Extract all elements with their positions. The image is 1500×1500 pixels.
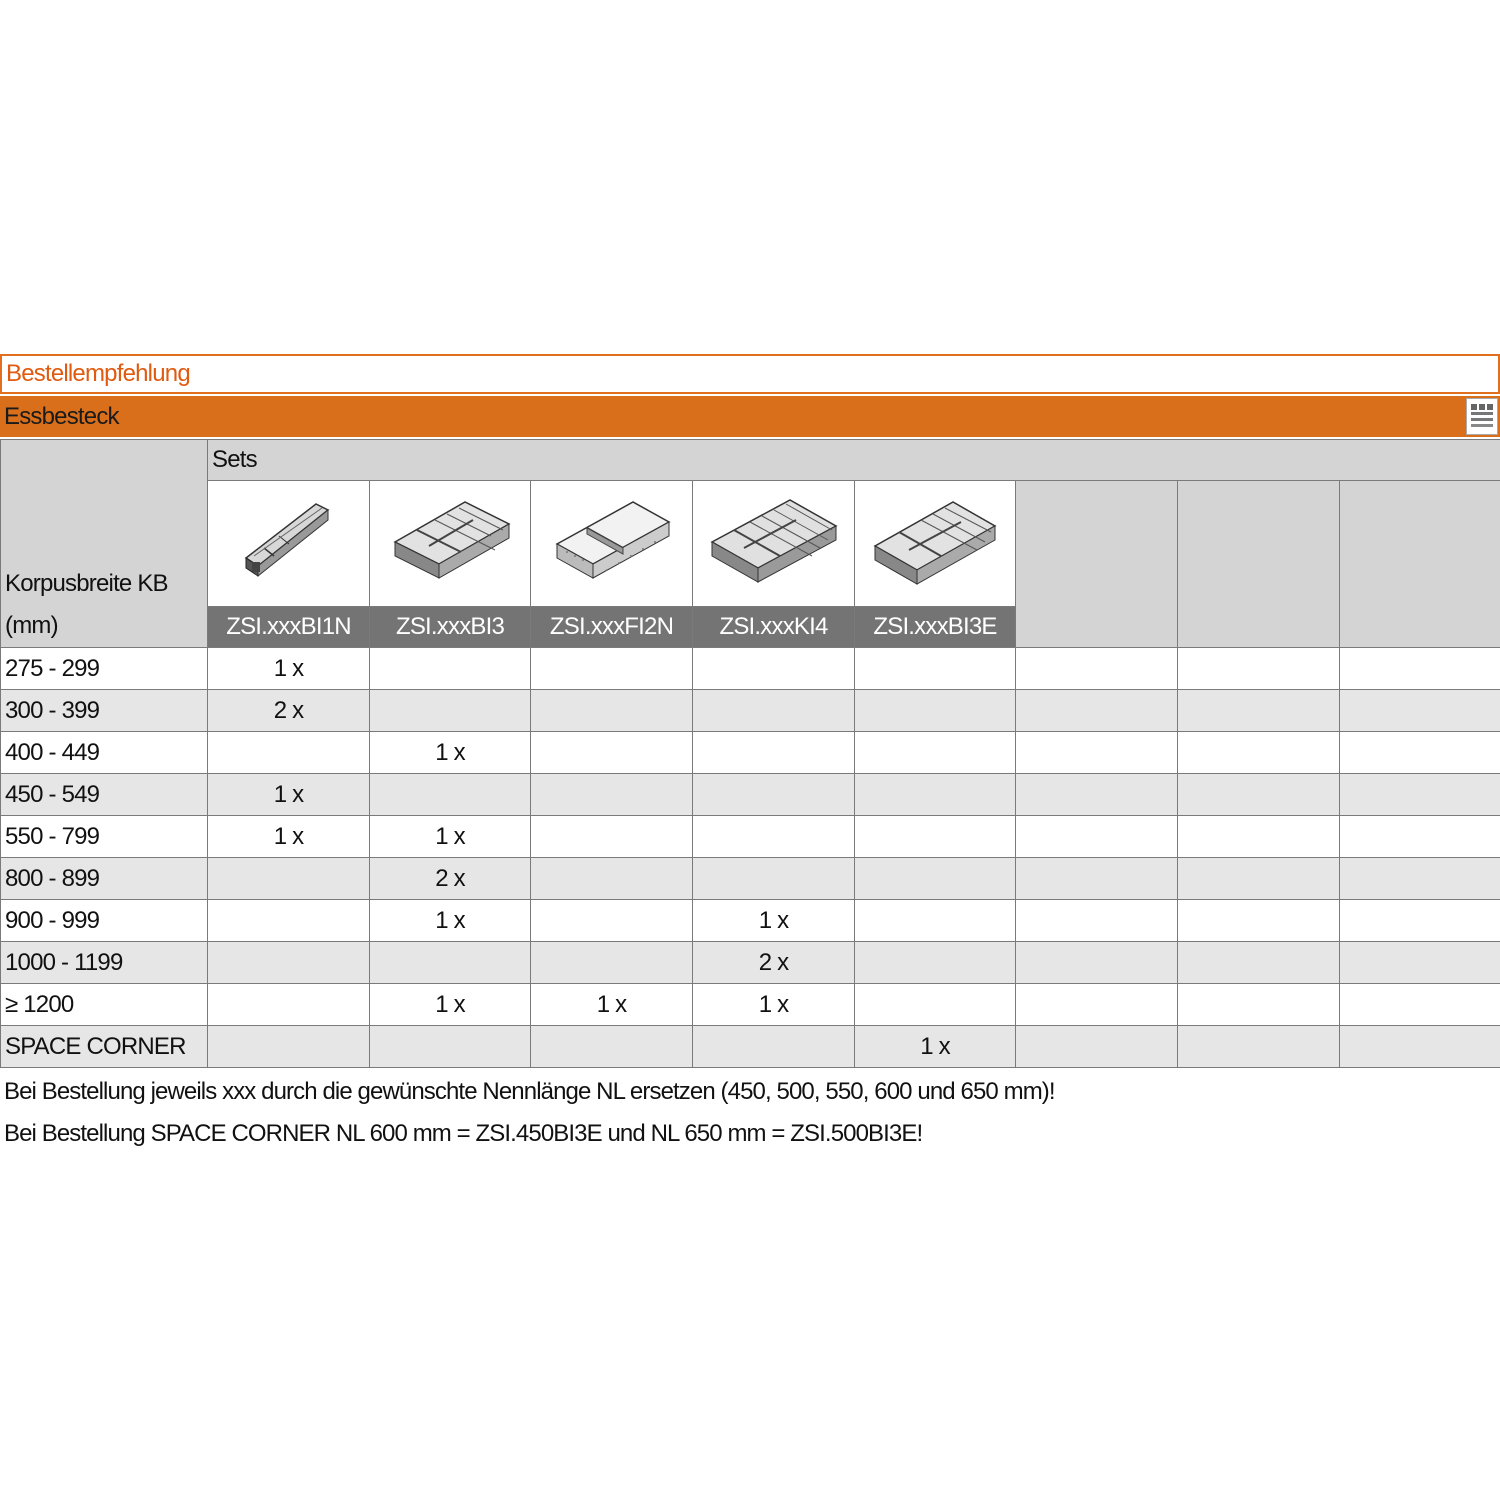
quantity-cell — [1016, 690, 1178, 732]
notes — [4, 1071, 1055, 1155]
quantity-cell — [1340, 942, 1500, 984]
quantity-cell — [531, 690, 693, 732]
quantity-cell — [208, 900, 370, 942]
quantity-cell — [1340, 858, 1500, 900]
table-row — [1, 900, 1500, 942]
quantity-cell: 1 x — [855, 1026, 1016, 1068]
frame-insert-image — [531, 481, 693, 607]
quantity-cell — [693, 816, 855, 858]
note-line: Bei Bestellung jeweils xxx durch die gewünschte Nennlänge NL ersetzen (450, 500, 550, 600 und 650 mm)! — [4, 1078, 1055, 1105]
table-row — [1, 648, 1500, 690]
quantity-cell — [855, 690, 1016, 732]
order-recommendation-table — [0, 439, 1500, 1068]
table-row — [1, 942, 1500, 984]
quantity-cell — [1340, 648, 1500, 690]
row-header-label: Korpusbreite KB (mm) — [1, 440, 208, 648]
quantity-cell: 1 x — [208, 648, 370, 690]
quantity-cell — [855, 900, 1016, 942]
three-compartment-insert-image — [370, 481, 531, 607]
quantity-cell — [1340, 900, 1500, 942]
column-code: ZSI.xxxFI2N — [531, 607, 693, 648]
quantity-cell — [855, 774, 1016, 816]
quantity-cell — [693, 690, 855, 732]
quantity-cell — [208, 858, 370, 900]
row-label: ≥ 1200 — [1, 984, 208, 1026]
quantity-cell — [1178, 774, 1340, 816]
row-label: 1000 - 1199 — [1, 942, 208, 984]
cutlery-insert-icon — [1466, 398, 1498, 435]
quantity-cell — [855, 942, 1016, 984]
sets-label: Sets — [208, 440, 1500, 481]
quantity-cell: 1 x — [370, 984, 531, 1026]
quantity-cell — [531, 942, 693, 984]
quantity-cell — [1178, 942, 1340, 984]
page-title: Bestellempfehlung — [0, 354, 1500, 394]
quantity-cell — [1016, 984, 1178, 1026]
row-label: 550 - 799 — [1, 816, 208, 858]
quantity-cell — [370, 942, 531, 984]
quantity-cell: 2 x — [370, 858, 531, 900]
quantity-cell — [1178, 984, 1340, 1026]
corner-insert-image — [855, 481, 1016, 607]
quantity-cell — [1340, 690, 1500, 732]
row-label: 275 - 299 — [1, 648, 208, 690]
quantity-cell — [855, 858, 1016, 900]
quantity-cell — [1016, 732, 1178, 774]
quantity-cell — [531, 858, 693, 900]
quantity-cell — [208, 732, 370, 774]
quantity-cell — [531, 900, 693, 942]
four-compartment-insert-image — [693, 481, 855, 607]
quantity-cell — [855, 648, 1016, 690]
quantity-cell — [855, 732, 1016, 774]
table-row — [1, 858, 1500, 900]
quantity-cell — [693, 774, 855, 816]
quantity-cell — [1016, 648, 1178, 690]
quantity-cell — [1016, 858, 1178, 900]
section-title: Essbesteck — [4, 403, 119, 430]
table-row — [1, 774, 1500, 816]
table-row — [1, 732, 1500, 774]
quantity-cell — [370, 774, 531, 816]
quantity-cell — [693, 858, 855, 900]
quantity-cell — [693, 732, 855, 774]
quantity-cell — [1016, 1026, 1178, 1068]
note-line: Bei Bestellung SPACE CORNER NL 600 mm = ZSI.450BI3E und NL 650 mm = ZSI.500BI3E! — [4, 1120, 923, 1147]
quantity-cell — [531, 774, 693, 816]
row-label: SPACE CORNER — [1, 1026, 208, 1068]
quantity-cell: 1 x — [208, 774, 370, 816]
table-body — [1, 648, 1500, 1068]
quantity-cell — [855, 816, 1016, 858]
quantity-cell — [531, 816, 693, 858]
column-code: ZSI.xxxBI3 — [370, 607, 531, 648]
quantity-cell: 1 x — [208, 816, 370, 858]
quantity-cell — [1178, 858, 1340, 900]
quantity-cell — [208, 1026, 370, 1068]
quantity-cell — [1340, 774, 1500, 816]
quantity-cell — [855, 984, 1016, 1026]
quantity-cell — [1178, 690, 1340, 732]
quantity-cell — [1016, 900, 1178, 942]
row-label: 400 - 449 — [1, 732, 208, 774]
quantity-cell — [1340, 816, 1500, 858]
quantity-cell — [1340, 1026, 1500, 1068]
empty-header-cell — [1178, 481, 1340, 648]
quantity-cell — [531, 1026, 693, 1068]
quantity-cell — [370, 1026, 531, 1068]
table-row — [1, 690, 1500, 732]
table-row — [1, 984, 1500, 1026]
quantity-cell — [1178, 732, 1340, 774]
row-label: 450 - 549 — [1, 774, 208, 816]
quantity-cell — [693, 1026, 855, 1068]
row-label: 900 - 999 — [1, 900, 208, 942]
quantity-cell: 1 x — [370, 900, 531, 942]
table-row — [1, 1026, 1500, 1068]
quantity-cell: 1 x — [370, 816, 531, 858]
quantity-cell: 1 x — [370, 732, 531, 774]
quantity-cell: 2 x — [693, 942, 855, 984]
quantity-cell — [1016, 942, 1178, 984]
quantity-cell: 1 x — [693, 900, 855, 942]
quantity-cell — [1178, 816, 1340, 858]
quantity-cell: 1 x — [531, 984, 693, 1026]
empty-header-cell — [1340, 481, 1500, 648]
quantity-cell: 1 x — [693, 984, 855, 1026]
quantity-cell — [1178, 900, 1340, 942]
quantity-cell — [1178, 648, 1340, 690]
quantity-cell — [1340, 732, 1500, 774]
quantity-cell — [370, 648, 531, 690]
quantity-cell — [1178, 1026, 1340, 1068]
empty-header-cell — [1016, 481, 1178, 648]
quantity-cell — [1016, 774, 1178, 816]
row-label: 300 - 399 — [1, 690, 208, 732]
quantity-cell — [693, 648, 855, 690]
single-cutlery-insert-image — [208, 481, 370, 607]
quantity-cell — [531, 732, 693, 774]
section-header — [0, 396, 1500, 437]
table-row — [1, 816, 1500, 858]
column-code: ZSI.xxxBI1N — [208, 607, 370, 648]
quantity-cell — [1340, 984, 1500, 1026]
quantity-cell: 2 x — [208, 690, 370, 732]
quantity-cell — [208, 984, 370, 1026]
column-code: ZSI.xxxKI4 — [693, 607, 855, 648]
quantity-cell — [531, 648, 693, 690]
column-code: ZSI.xxxBI3E — [855, 607, 1016, 648]
quantity-cell — [1016, 816, 1178, 858]
quantity-cell — [370, 690, 531, 732]
row-label: 800 - 899 — [1, 858, 208, 900]
quantity-cell — [208, 942, 370, 984]
